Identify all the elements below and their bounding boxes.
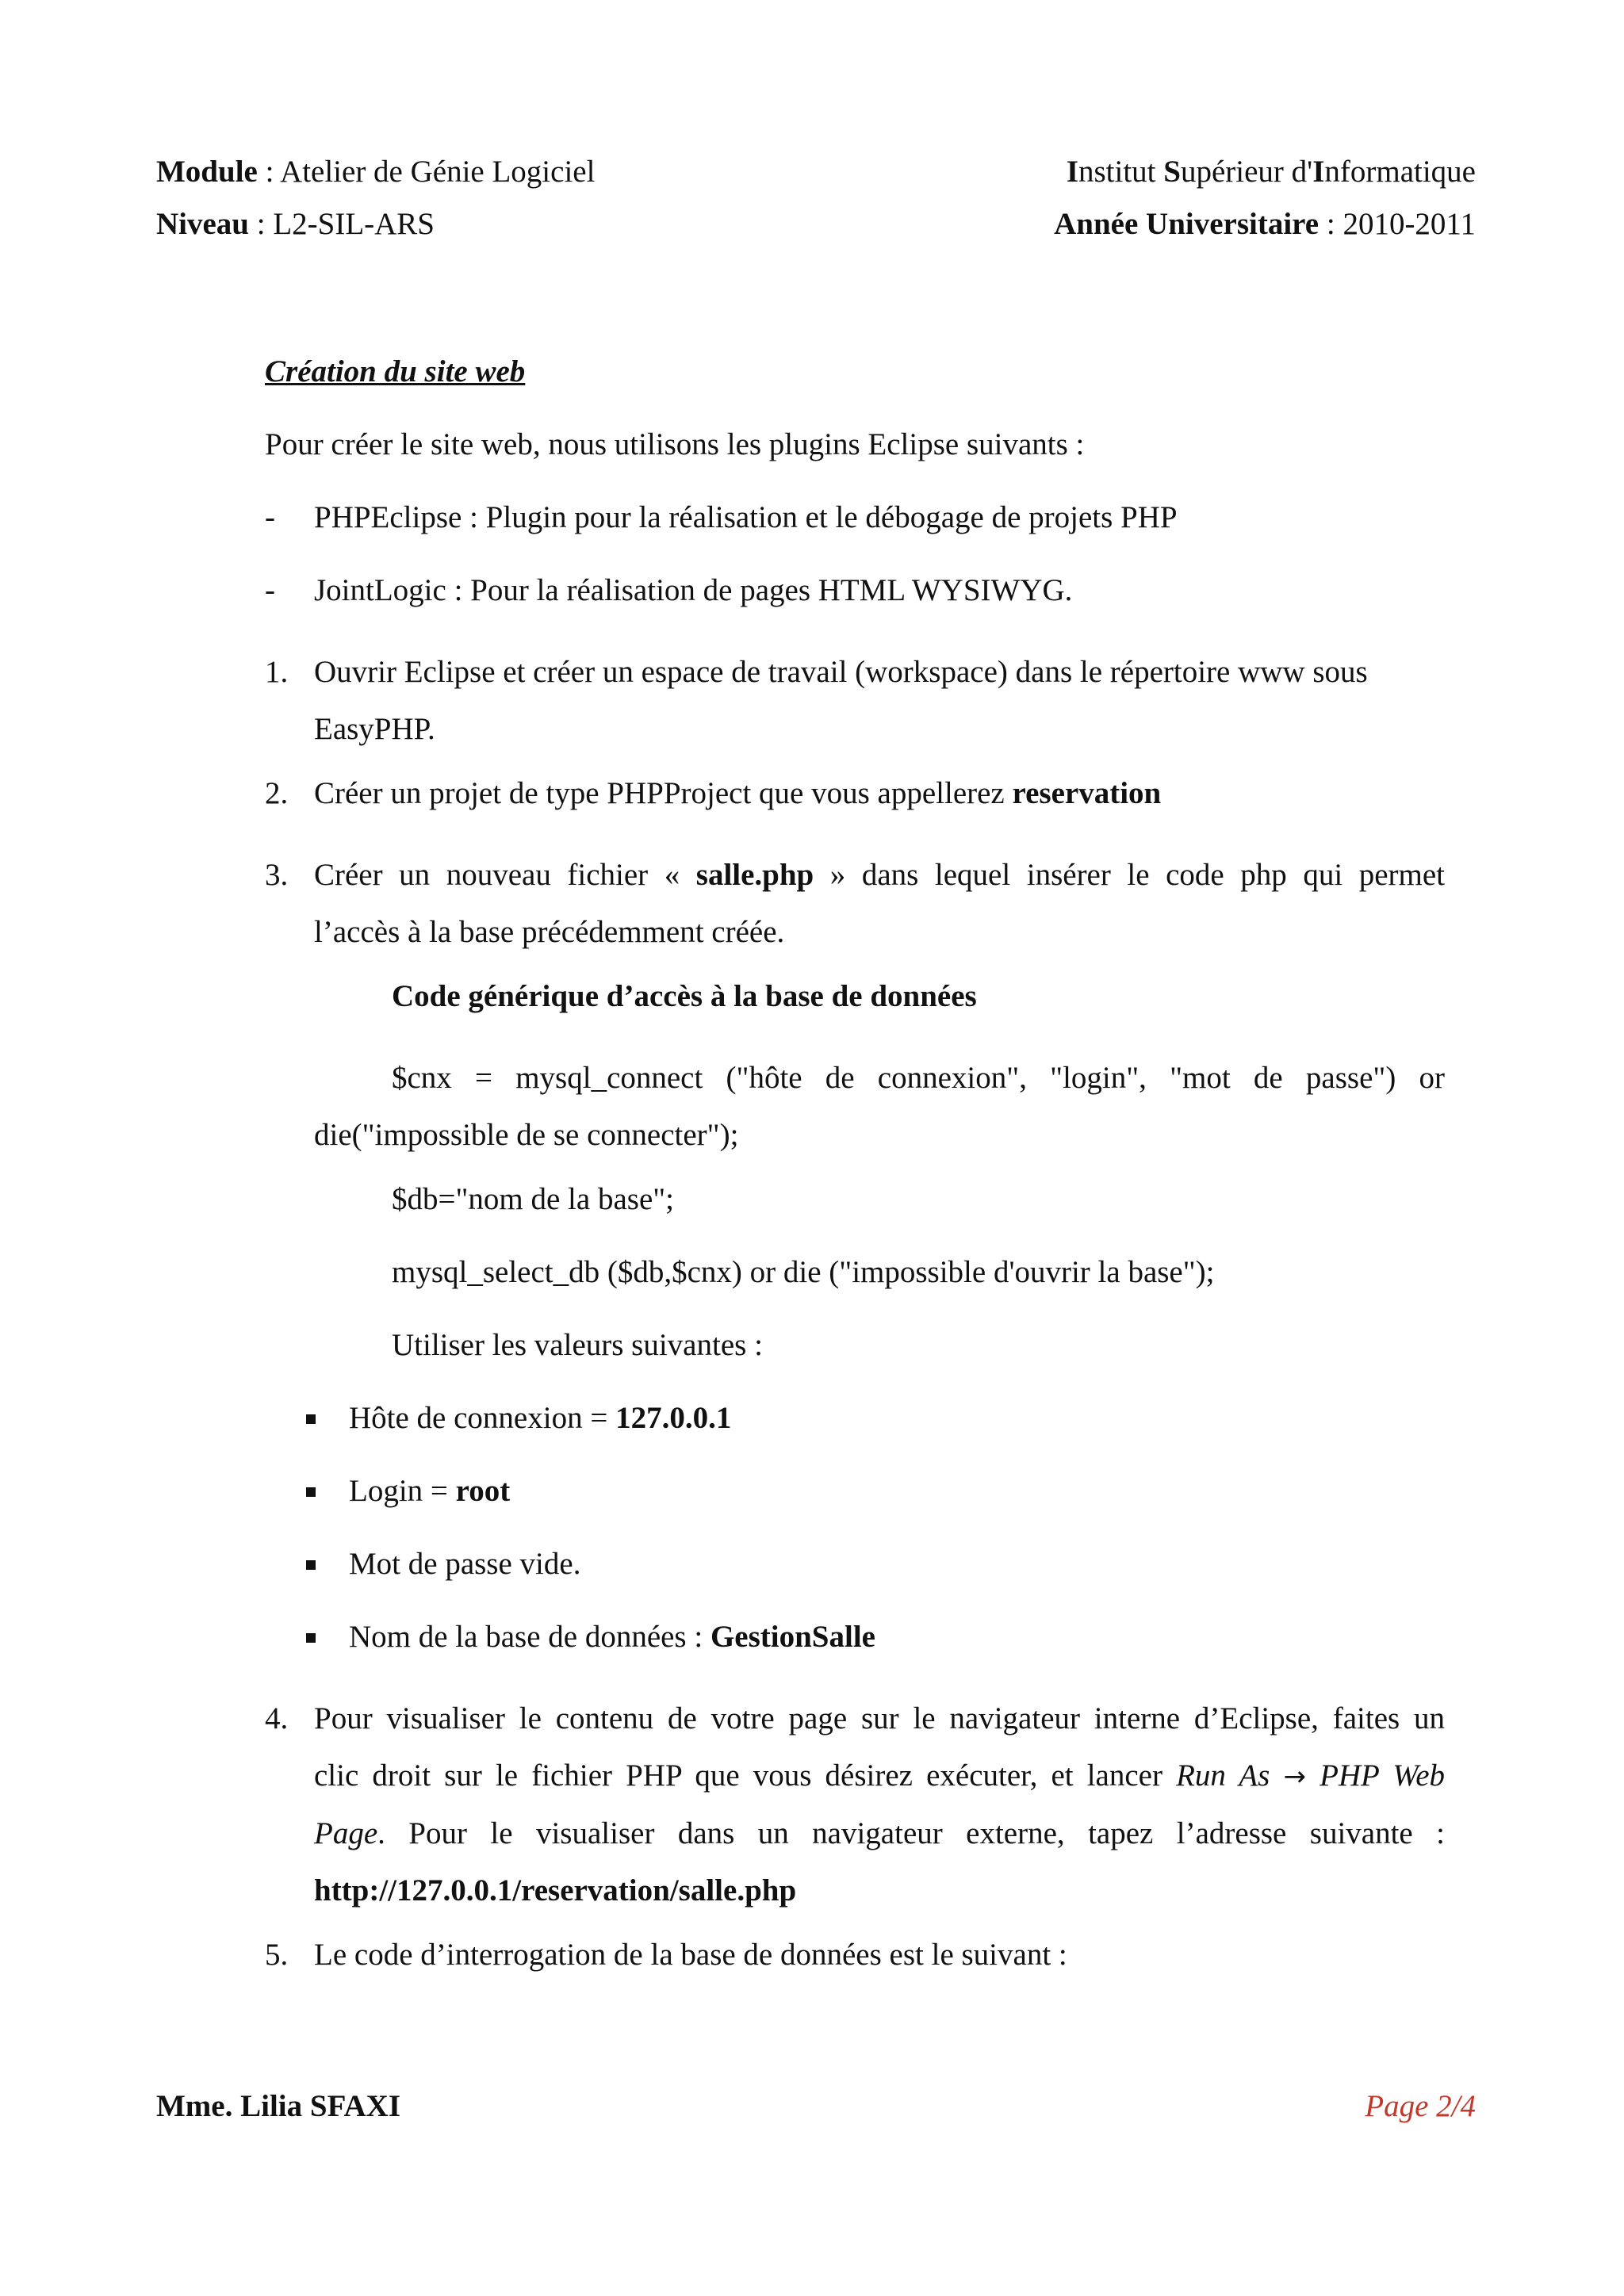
niveau-value: : L2-SIL-ARS — [249, 207, 435, 241]
module-value: : Atelier de Génie Logiciel — [257, 155, 596, 189]
informatique-word: nformatique — [1324, 155, 1476, 189]
institut-line — [1054, 152, 1476, 205]
file-name: salle.php — [695, 858, 814, 892]
code-title: Code générique d’accès à la base de données — [392, 979, 977, 1013]
step-3-line-2: l’accès à la base précédemment créée. — [314, 915, 785, 949]
informatique-initial-i: I — [1312, 155, 1325, 189]
intro-paragraph: Pour créer le site web, nous utilisons les plugins Eclipse suivants : — [265, 427, 1085, 461]
login-value: root — [455, 1474, 511, 1508]
module-line — [156, 152, 595, 205]
plugin-text: PHPEclipse : Plugin pour la réalisation et le débogage de projets PHP — [314, 500, 1178, 534]
step-1-line-1: Ouvrir Eclipse et créer un espace de travail (workspace) dans le répertoire www sous — [314, 655, 1368, 689]
step-1-line-2: EasyPHP. — [314, 712, 435, 746]
step-3-post: » dans lequel insérer le code php qui permet — [814, 858, 1445, 892]
plugin-item-phpeclipse — [265, 498, 1445, 571]
step-2 — [265, 774, 1445, 847]
square-bullet-icon — [306, 1633, 316, 1643]
superieur-initial-s: S — [1163, 155, 1181, 189]
cnx-line-2: die("impossible de se connecter"); — [314, 1118, 739, 1152]
value-item-dbname — [265, 1617, 1445, 1690]
footer-page-number: Page 2/4 — [1365, 2089, 1476, 2123]
step-4-line-3 — [314, 1805, 1445, 1862]
step-5-text: Le code d’interrogation de la base de données est le suivant : — [314, 1938, 1067, 1972]
step-number: 1. — [265, 655, 289, 689]
host-label: Hôte de connexion = — [349, 1401, 616, 1435]
annee-label: Année Universitaire — [1054, 207, 1320, 241]
step-number: 4. — [265, 1701, 289, 1735]
module-label: Module — [156, 155, 258, 189]
step-4-url — [314, 1862, 1445, 1919]
annee-line — [1054, 205, 1476, 257]
footer-author: Mme. Lilia SFAXI — [156, 2089, 401, 2123]
arrow-right-icon: → — [1283, 1761, 1306, 1793]
cnx-line-1: $cnx = mysql_connect ("hôte de connexion", "login", "mot de passe") or — [392, 1061, 1445, 1095]
dash-marker: - — [265, 573, 275, 607]
value-item-host — [265, 1399, 1445, 1471]
value-item-password — [265, 1544, 1445, 1617]
dbname-value: GestionSalle — [710, 1620, 875, 1654]
value-item-login — [265, 1471, 1445, 1544]
dash-marker: - — [265, 500, 275, 534]
step-number: 5. — [265, 1938, 289, 1972]
step-1 — [265, 644, 1445, 758]
plugin-item-jointlogic — [265, 571, 1445, 644]
values-intro: Utiliser les valeurs suivantes : — [392, 1328, 763, 1362]
superieur-word: upérieur d' — [1180, 155, 1313, 189]
password-text: Mot de passe vide. — [349, 1547, 581, 1581]
login-label: Login = — [349, 1474, 456, 1508]
step-3-line-1 — [314, 847, 1445, 904]
annee-value: : 2010-2011 — [1319, 207, 1476, 241]
square-bullet-icon — [306, 1414, 316, 1424]
section-title: Création du site web — [265, 354, 526, 388]
niveau-line — [156, 205, 595, 257]
project-name: reservation — [1012, 776, 1162, 810]
run-as-menu: Run As — [1176, 1758, 1270, 1793]
step-number: 2. — [265, 776, 289, 810]
step-5 — [265, 1935, 1445, 2008]
dbname-label: Nom de la base de données : — [349, 1620, 710, 1654]
php-web-menu: PHP Web — [1320, 1758, 1446, 1793]
host-value: 127.0.0.1 — [615, 1401, 732, 1435]
step-3-pre: Créer un nouveau fichier « — [314, 858, 696, 892]
main-content — [265, 352, 1445, 2008]
plugin-text: JointLogic : Pour la réalisation de pages HTML WYSIWYG. — [314, 573, 1073, 607]
step-4 — [265, 1690, 1445, 1919]
header-right — [1054, 152, 1476, 257]
step-4-line-2 — [314, 1747, 1445, 1805]
square-bullet-icon — [306, 1560, 316, 1570]
step-4-line-1: Pour visualiser le contenu de votre page sur le navigateur interne d’Eclipse, faites un — [314, 1701, 1445, 1735]
step-2-text: Créer un projet de type PHPProject que vous appellerez — [314, 776, 1013, 810]
cnx-code-block — [265, 1050, 1445, 1164]
step-4-line-2-text: clic droit sur le fichier PHP que vous désirez exécuter, et lancer — [314, 1758, 1177, 1793]
step-4-line-3-text: . Pour le visualiser dans un navigateur externe, tapez l’adresse suivante : — [377, 1816, 1445, 1850]
step-number: 3. — [265, 858, 289, 892]
institut-initial-i: I — [1066, 155, 1078, 189]
square-bullet-icon — [306, 1487, 316, 1497]
select-db-line: mysql_select_db ($db,$cnx) or die ("impossible d'ouvrir la base"); — [392, 1255, 1215, 1289]
db-line: $db="nom de la base"; — [392, 1182, 675, 1216]
step-3 — [265, 847, 1445, 961]
header-left — [156, 152, 595, 257]
niveau-label: Niveau — [156, 207, 249, 241]
page-menu: Page — [314, 1816, 378, 1850]
institut-word: nstitut — [1078, 155, 1164, 189]
salle-url: http://127.0.0.1/reservation/salle.php — [314, 1873, 797, 1908]
